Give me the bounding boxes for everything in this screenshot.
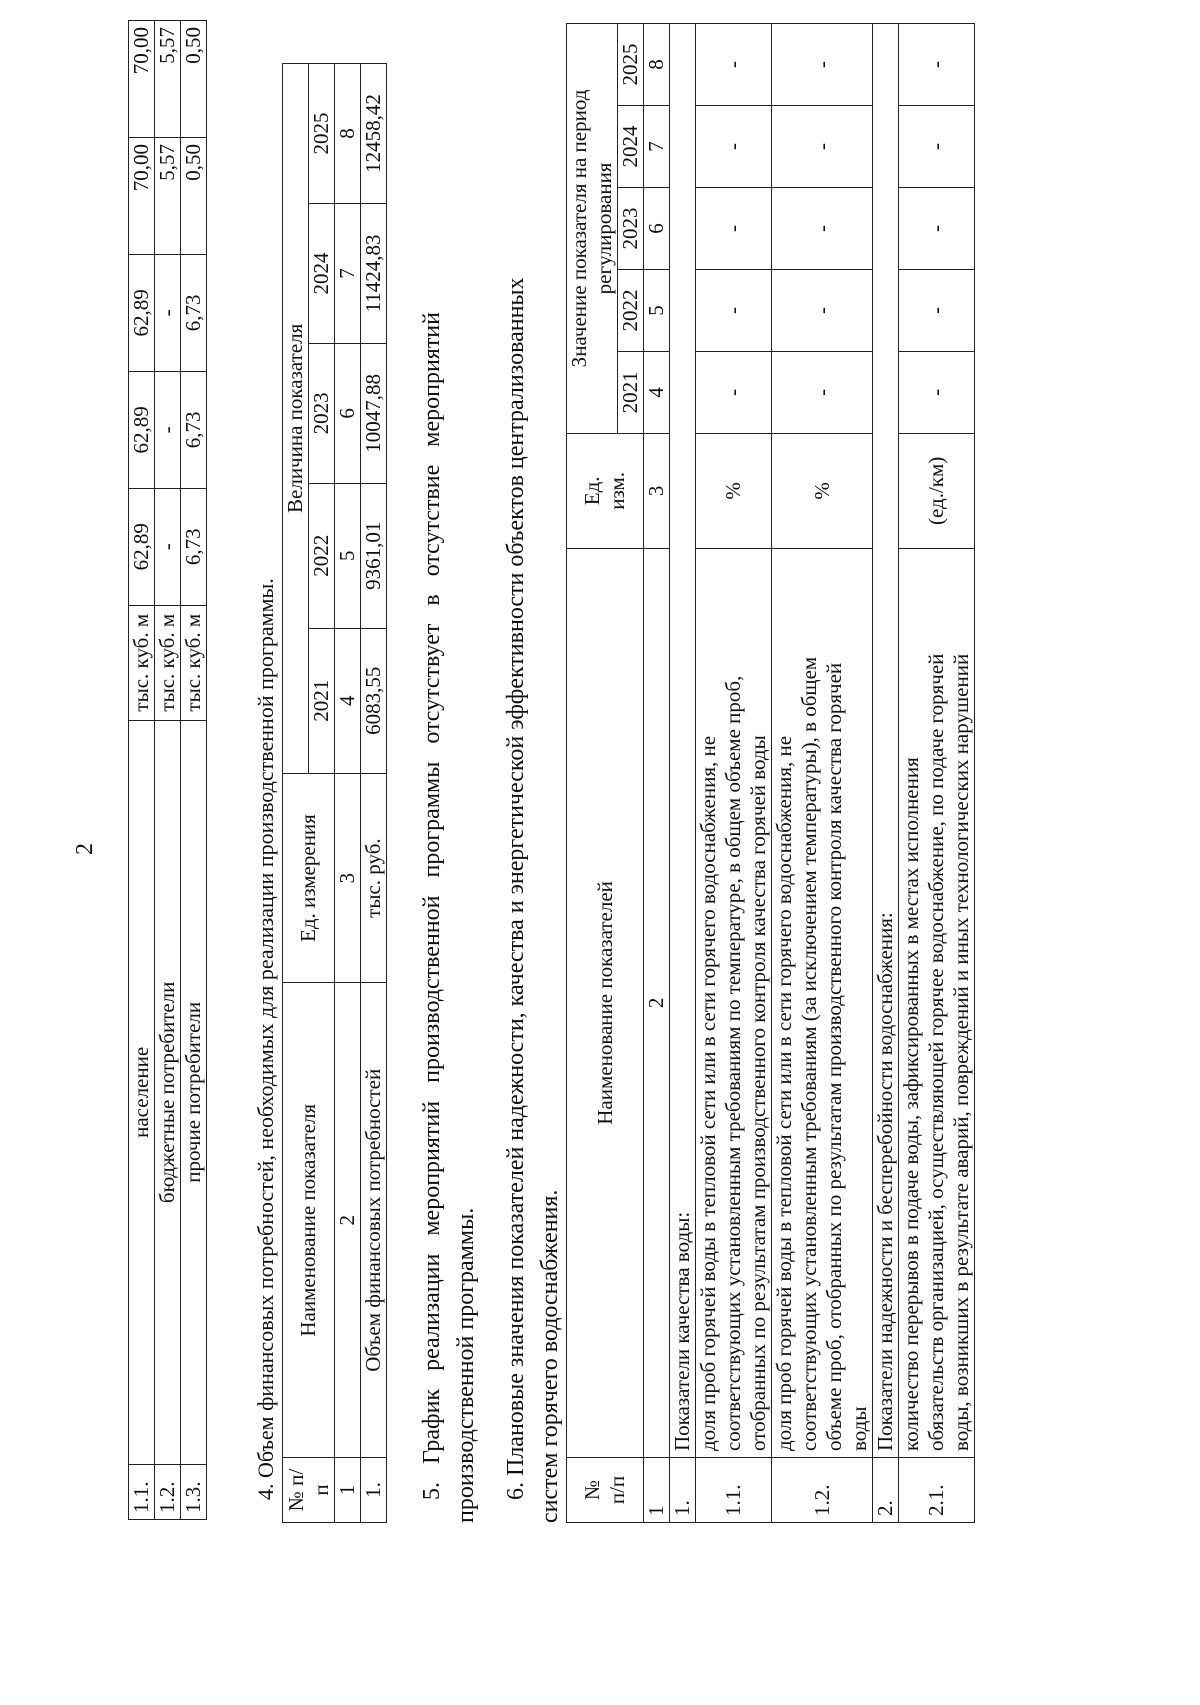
indicators-table <box>566 23 975 1523</box>
table-row <box>696 24 772 1523</box>
value-cell: - <box>772 351 873 433</box>
year-header: 2021 <box>309 628 335 773</box>
value-cell: - <box>696 187 772 269</box>
row-unit: тыс. куб. м <box>129 605 155 720</box>
value-cell: 10047,88 <box>361 343 387 483</box>
row-number: 1. <box>361 1458 387 1523</box>
year-header: 2023 <box>618 187 644 269</box>
year-header: 2021 <box>618 351 644 433</box>
page-number: 2 <box>72 843 98 855</box>
row-number: 2.1. <box>899 1458 975 1523</box>
section-title: Показатели качества воды: <box>670 24 696 1458</box>
section-row <box>670 24 696 1523</box>
table-row <box>181 21 207 1520</box>
row-name: доля проб горячей воды в тепловой сети или в сети горячего водоснабжения, не соответствующих установленным требованиям (за исключением температуры), в общем объеме проб, отобранных по результатам производственного контроля качества горячей воды <box>772 548 873 1457</box>
value-cell: - <box>772 269 873 351</box>
value-cell: 62,89 <box>129 371 155 488</box>
section-6-line-2: систем горячего водоснабжения. <box>537 1189 563 1523</box>
header-num: № п/п <box>283 1458 335 1523</box>
value-cell: 9361,01 <box>361 483 387 628</box>
index-cell: 5 <box>335 483 361 628</box>
section-5-line-1: 5. График реализации мероприятий производственной программы отсутствует в отсутствие мероприятий <box>419 312 445 1500</box>
value-cell: 6,73 <box>181 254 207 371</box>
section-title: Показатели надежности и бесперебойности водоснабжения: <box>873 24 899 1458</box>
value-cell: 70,00 <box>129 21 155 138</box>
year-header: 2025 <box>309 64 335 204</box>
header-unit: Ед. изм. <box>567 433 644 548</box>
row-unit: тыс. куб. м <box>155 605 181 720</box>
header-num: № п/п <box>567 1458 644 1523</box>
index-cell: 4 <box>335 628 361 773</box>
row-number: 1.2. <box>772 1458 873 1523</box>
index-cell: 8 <box>644 24 670 106</box>
value-cell: - <box>696 106 772 188</box>
index-cell: 7 <box>335 203 361 343</box>
row-name: доля проб горячей воды в тепловой сети или в сети горячего водоснабжения, не соответствующих установленным требованиям по температуре, в общем объеме проб, отобранных по результатам производственного контроля качества горячей воды <box>696 548 772 1457</box>
value-cell: - <box>899 351 975 433</box>
value-cell: 62,89 <box>129 488 155 605</box>
table-row <box>899 24 975 1523</box>
year-header: 2024 <box>309 203 335 343</box>
value-cell: 0,50 <box>181 21 207 138</box>
financial-needs-table <box>282 63 387 1523</box>
section-5-line-2: производственной программы. <box>453 1207 479 1523</box>
index-cell: 2 <box>644 548 670 1457</box>
index-cell: 7 <box>644 106 670 188</box>
index-cell: 1 <box>335 1458 361 1523</box>
row-name: количество перерывов в подаче воды, зафиксированных в местах исполнения обязательств организацией, осуществляющей горячее водоснабжение, по подаче горячей воды, возникших в результате аварий, повреждений и иных технологических нарушений <box>899 548 975 1457</box>
value-cell: - <box>155 488 181 605</box>
value-cell: 5,57 <box>155 137 181 254</box>
table-row <box>772 24 873 1523</box>
section-4-heading: 4. Объем финансовых потребностей, необходимых для реализации производственной программы. <box>253 578 278 1500</box>
table-row <box>129 21 155 1520</box>
year-header: 2022 <box>618 269 644 351</box>
row-name: Объем финансовых потребностей <box>361 983 387 1458</box>
row-unit: (ед./км) <box>899 433 975 548</box>
header-group: Значение показателя на период регулирования <box>567 24 618 434</box>
consumption-table <box>128 20 207 1520</box>
value-cell: - <box>772 24 873 106</box>
row-number: 1.3. <box>181 1465 207 1520</box>
index-cell: 3 <box>644 433 670 548</box>
year-header: 2025 <box>618 24 644 106</box>
value-cell: 70,00 <box>129 137 155 254</box>
year-header: 2022 <box>309 483 335 628</box>
row-name: бюджетные потребители <box>155 720 181 1464</box>
row-name: прочие потребители <box>181 720 207 1464</box>
value-cell: - <box>155 254 181 371</box>
index-cell: 8 <box>335 64 361 204</box>
row-number: 1. <box>670 1458 696 1523</box>
index-row <box>335 64 361 1523</box>
row-name: население <box>129 720 155 1464</box>
value-cell: - <box>899 106 975 188</box>
value-cell: 62,89 <box>129 254 155 371</box>
row-unit: тыс. куб. м <box>181 605 207 720</box>
index-cell: 3 <box>335 773 361 983</box>
index-cell: 5 <box>644 269 670 351</box>
value-cell: 5,57 <box>155 21 181 138</box>
index-cell: 6 <box>644 187 670 269</box>
index-cell: 4 <box>644 351 670 433</box>
index-row <box>644 24 670 1523</box>
header-name: Наименование показателя <box>283 983 335 1458</box>
header-unit: Ед. измерения <box>283 773 335 983</box>
value-cell: 6083,55 <box>361 628 387 773</box>
value-cell: - <box>696 351 772 433</box>
value-cell: - <box>899 269 975 351</box>
year-header: 2023 <box>309 343 335 483</box>
index-cell: 2 <box>335 983 361 1458</box>
header-group: Величина показателя <box>283 64 309 774</box>
value-cell: - <box>772 187 873 269</box>
value-cell: - <box>899 24 975 106</box>
value-cell: 0,50 <box>181 137 207 254</box>
value-cell: - <box>696 269 772 351</box>
row-number: 1.1. <box>696 1458 772 1523</box>
year-header: 2024 <box>618 106 644 188</box>
value-cell: 12458,42 <box>361 64 387 204</box>
value-cell: 6,73 <box>181 371 207 488</box>
index-cell: 1 <box>644 1458 670 1523</box>
table-row <box>155 21 181 1520</box>
row-unit: % <box>772 433 873 548</box>
row-unit: % <box>696 433 772 548</box>
section-row <box>873 24 899 1523</box>
value-cell: - <box>696 24 772 106</box>
value-cell: 11424,83 <box>361 203 387 343</box>
header-name: Наименование показателей <box>567 548 644 1457</box>
table-row <box>361 64 387 1523</box>
row-unit: тыс. руб. <box>361 773 387 983</box>
value-cell: 6,73 <box>181 488 207 605</box>
value-cell: - <box>772 106 873 188</box>
section-6-line-1: 6. Плановые значения показателей надежности, качества и энергетической эффективности объектов централизованных <box>503 277 529 1500</box>
row-number: 2. <box>873 1458 899 1523</box>
value-cell: - <box>155 371 181 488</box>
index-cell: 6 <box>335 343 361 483</box>
row-number: 1.2. <box>155 1465 181 1520</box>
row-number: 1.1. <box>129 1465 155 1520</box>
value-cell: - <box>899 187 975 269</box>
